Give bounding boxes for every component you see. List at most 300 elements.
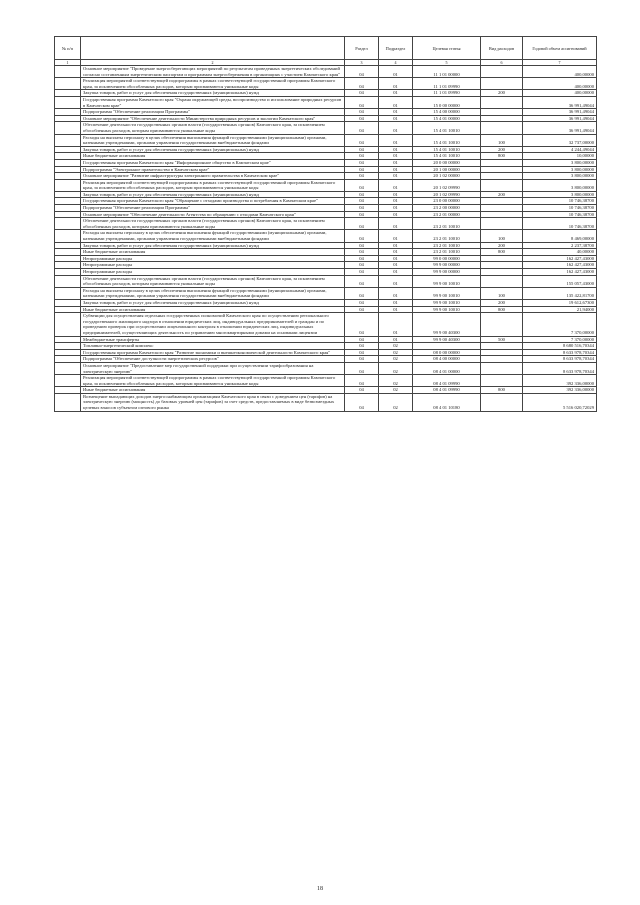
row-name-cell: Расходы на выплаты персоналу в целях обеспечения выполнения функций государственными (муниципальными) органами, казенными учреждениями, органами управления государственными внебюджетными фондами xyxy=(81,230,345,242)
row-sum-cell: 10 746,38700 xyxy=(523,218,597,230)
row-vr-cell xyxy=(481,109,523,116)
table-row xyxy=(55,275,597,287)
row-csr-cell: 15 4 01 10010 xyxy=(413,153,481,160)
row-num-cell xyxy=(55,173,81,180)
row-name-cell: Подпрограмма "Электронное правительство в Камчатском крае" xyxy=(81,166,345,173)
row-num-cell xyxy=(55,387,81,394)
col-number: 7 xyxy=(523,60,597,66)
row-vr-cell: 800 xyxy=(481,306,523,313)
row-sum-cell: 2 237,38700 xyxy=(523,242,597,249)
row-csr-cell: 11 1 01 00000 xyxy=(413,66,481,78)
row-vr-cell xyxy=(481,159,523,166)
row-vr-cell xyxy=(481,205,523,212)
table-body xyxy=(55,66,597,412)
row-num-cell xyxy=(55,153,81,160)
row-name-cell: Основное мероприятие "Обеспечение деятельности Агентства по обращению с отходами Камчатского края" xyxy=(81,211,345,218)
row-num-cell xyxy=(55,343,81,350)
row-vr-cell xyxy=(481,211,523,218)
row-name-cell: Топливно-энергетический комплекс xyxy=(81,343,345,350)
col-header-razdel: Раздел xyxy=(345,37,379,60)
row-csr-cell: 99 9 00 10010 xyxy=(413,299,481,306)
row-name-cell: Закупка товаров, работ и услуг для обеспечения государственных (муниципальных) нужд xyxy=(81,191,345,198)
row-podrazdel-cell: 01 xyxy=(379,299,413,306)
row-razdel-cell: 04 xyxy=(345,356,379,363)
row-csr-cell: 15 4 00 00000 xyxy=(413,109,481,116)
row-num-cell xyxy=(55,90,81,97)
row-sum-cell: 392 336,00000 xyxy=(523,387,597,394)
row-sum-cell: 36 991,49044 xyxy=(523,109,597,116)
row-vr-cell xyxy=(481,115,523,122)
table-row xyxy=(55,66,597,78)
col-header-name xyxy=(81,37,345,60)
row-csr-cell: 99 9 00 40300 xyxy=(413,336,481,343)
row-vr-cell xyxy=(481,313,523,336)
table-row xyxy=(55,78,597,90)
row-razdel-cell: 04 xyxy=(345,115,379,122)
row-name-cell: Межбюджетные трансферты xyxy=(81,336,345,343)
row-podrazdel-cell: 02 xyxy=(379,387,413,394)
table-row xyxy=(55,313,597,336)
row-sum-cell: 3 800,00000 xyxy=(523,166,597,173)
row-sum-cell: 400,00000 xyxy=(523,90,597,97)
row-razdel-cell: 04 xyxy=(345,179,379,191)
row-name-cell: Государственная программа Камчатского края "Развитие экономики и внешнеэкономической деятельности Камчатского края" xyxy=(81,349,345,356)
row-podrazdel-cell: 01 xyxy=(379,115,413,122)
row-podrazdel-cell: 01 xyxy=(379,191,413,198)
row-num-cell xyxy=(55,146,81,153)
row-csr-cell: 99 9 00 40300 xyxy=(413,313,481,336)
row-name-cell: Основное мероприятие "Развитие инфраструктуры электронного правительства в Камчатском крае" xyxy=(81,173,345,180)
row-csr-cell: 23 2 01 00000 xyxy=(413,211,481,218)
row-vr-cell: 200 xyxy=(481,191,523,198)
row-csr-cell: 99 9 00 10010 xyxy=(413,275,481,287)
table-row xyxy=(55,299,597,306)
col-number: 4 xyxy=(379,60,413,66)
col-number: 6 xyxy=(481,60,523,66)
row-podrazdel-cell: 01 xyxy=(379,306,413,313)
row-csr-cell: 23 2 01 10010 xyxy=(413,230,481,242)
row-vr-cell xyxy=(481,218,523,230)
table-row xyxy=(55,242,597,249)
row-podrazdel-cell: 01 xyxy=(379,179,413,191)
table-row xyxy=(55,205,597,212)
row-csr-cell: 20 0 00 00000 xyxy=(413,159,481,166)
row-num-cell xyxy=(55,109,81,116)
row-sum-cell: 135 422,81700 xyxy=(523,287,597,299)
row-num-cell xyxy=(55,115,81,122)
row-name-cell: Обеспечение деятельности государственных органов власти (государственных органов) Камчатского края, за исключением обособленных расходов, которым присваиваются уникальные коды xyxy=(81,275,345,287)
row-vr-cell xyxy=(481,356,523,363)
row-podrazdel-cell: 01 xyxy=(379,153,413,160)
row-podrazdel-cell: 01 xyxy=(379,78,413,90)
row-vr-cell: 200 xyxy=(481,242,523,249)
row-csr-cell: 08 4 00 00000 xyxy=(413,356,481,363)
row-vr-cell xyxy=(481,362,523,374)
row-csr-cell: 15 4 01 00000 xyxy=(413,115,481,122)
row-vr-cell xyxy=(481,375,523,387)
row-vr-cell xyxy=(481,166,523,173)
budget-sheet xyxy=(54,36,596,412)
table-row xyxy=(55,249,597,256)
table-row xyxy=(55,306,597,313)
row-podrazdel-cell: 01 xyxy=(379,275,413,287)
row-podrazdel-cell: 01 xyxy=(379,90,413,97)
row-vr-cell xyxy=(481,393,523,411)
row-razdel-cell: 04 xyxy=(345,122,379,134)
table-row xyxy=(55,90,597,97)
row-sum-cell: 3 800,00000 xyxy=(523,179,597,191)
row-num-cell xyxy=(55,96,81,108)
row-num-cell xyxy=(55,269,81,276)
row-sum-cell: 8 633 978,70344 xyxy=(523,356,597,363)
table-header-row xyxy=(55,37,597,60)
row-vr-cell: 100 xyxy=(481,230,523,242)
budget-table xyxy=(54,36,597,412)
row-razdel-cell: 04 xyxy=(345,306,379,313)
table-row xyxy=(55,146,597,153)
row-name-cell: Основное мероприятие "Предоставление мер государственной поддержки при осуществлении тарифообразования на электрическую энергию" xyxy=(81,362,345,374)
table-row xyxy=(55,255,597,262)
row-razdel-cell: 04 xyxy=(345,275,379,287)
row-name-cell: Реализация мероприятий соответствующей подпрограммы в рамках соответствующей государственной программы Камчатского края, за исключением обособленных расходов, которым присваиваются уникальные коды xyxy=(81,375,345,387)
table-row xyxy=(55,109,597,116)
col-header-num: № п/п xyxy=(55,37,81,60)
row-sum-cell: 10 746,38700 xyxy=(523,198,597,205)
row-podrazdel-cell: 01 xyxy=(379,159,413,166)
row-name-cell: Подпрограмма "Обеспечение доступности энергетических ресурсов" xyxy=(81,356,345,363)
row-podrazdel-cell: 01 xyxy=(379,198,413,205)
row-sum-cell: 40,00000 xyxy=(523,249,597,256)
row-vr-cell: 100 xyxy=(481,287,523,299)
table-row xyxy=(55,179,597,191)
row-podrazdel-cell: 01 xyxy=(379,173,413,180)
table-row xyxy=(55,375,597,387)
row-vr-cell xyxy=(481,269,523,276)
row-num-cell xyxy=(55,242,81,249)
row-razdel-cell: 04 xyxy=(345,313,379,336)
row-name-cell: Подпрограмма "Обеспечение реализации Программы" xyxy=(81,109,345,116)
table-row xyxy=(55,153,597,160)
row-podrazdel-cell: 01 xyxy=(379,269,413,276)
row-name-cell: Непрограммные расходы xyxy=(81,262,345,269)
row-csr-cell: 23 2 00 00000 xyxy=(413,205,481,212)
row-vr-cell xyxy=(481,78,523,90)
row-vr-cell: 800 xyxy=(481,387,523,394)
row-name-cell: Реализация мероприятий соответствующей подпрограммы в рамках соответствующей государственной программы Камчатского края, за исключением обособленных расходов, которым присваиваются уникальные коды xyxy=(81,78,345,90)
row-name-cell: Возмещение выпадающих доходов энергоснабжающим организациям Камчатского края в связи с доведением цен (тарифов) на электрическую энергию (мощность) до базовых уровней цен (тарифов) за счет средств, предоставляемых в виде безвозмездных целевых взносов субъектом оптового рынка xyxy=(81,393,345,411)
row-razdel-cell: 04 xyxy=(345,96,379,108)
row-csr-cell: 99 9 00 10010 xyxy=(413,306,481,313)
table-row xyxy=(55,393,597,411)
row-num-cell xyxy=(55,299,81,306)
row-sum-cell: 36 991,49044 xyxy=(523,115,597,122)
row-vr-cell xyxy=(481,66,523,78)
row-razdel-cell: 04 xyxy=(345,146,379,153)
row-name-cell: Иные бюджетные ассигнования xyxy=(81,249,345,256)
row-csr-cell: 11 1 01 09990 xyxy=(413,90,481,97)
col-header-sum: Годовой объем ассигнований xyxy=(523,37,597,60)
row-razdel-cell: 04 xyxy=(345,343,379,350)
row-vr-cell: 800 xyxy=(481,153,523,160)
row-csr-cell: 99 9 00 00000 xyxy=(413,262,481,269)
row-razdel-cell: 04 xyxy=(345,336,379,343)
row-vr-cell xyxy=(481,262,523,269)
row-num-cell xyxy=(55,313,81,336)
row-sum-cell: 32 737,00000 xyxy=(523,134,597,146)
table-row xyxy=(55,173,597,180)
row-razdel-cell: 04 xyxy=(345,66,379,78)
col-number: 3 xyxy=(345,60,379,66)
row-podrazdel-cell: 02 xyxy=(379,375,413,387)
table-row xyxy=(55,356,597,363)
row-num-cell xyxy=(55,191,81,198)
row-sum-cell: 19 612,67300 xyxy=(523,299,597,306)
row-num-cell xyxy=(55,255,81,262)
row-vr-cell: 200 xyxy=(481,146,523,153)
row-razdel-cell: 04 xyxy=(345,78,379,90)
row-name-cell: Субвенции для осуществления отдельных государственных полномочий Камчатского края по осуществлению регионального государственного жилищного надзора в отношении юридических лиц, индивидуальных предпринимателей и граждан и по проведению проверок при осуществлении лицензионного контроля в отношении юридических лиц, индивидуальных предпринимателей, осуществляющих деятельность по управлению многоквартирными домами на основании лицензии xyxy=(81,313,345,336)
col-number: 1 xyxy=(55,60,81,66)
table-row xyxy=(55,198,597,205)
row-vr-cell xyxy=(481,173,523,180)
row-csr-cell: 15 4 01 10010 xyxy=(413,134,481,146)
row-razdel-cell: 04 xyxy=(345,173,379,180)
row-razdel-cell: 04 xyxy=(345,109,379,116)
row-razdel-cell: 04 xyxy=(345,134,379,146)
row-podrazdel-cell: 01 xyxy=(379,146,413,153)
col-header-vr: Вид расходов xyxy=(481,37,523,60)
row-vr-cell xyxy=(481,179,523,191)
row-razdel-cell: 04 xyxy=(345,375,379,387)
row-razdel-cell: 04 xyxy=(345,287,379,299)
row-name-cell: Закупка товаров, работ и услуг для обеспечения государственных (муниципальных) нужд xyxy=(81,90,345,97)
row-razdel-cell: 04 xyxy=(345,299,379,306)
row-vr-cell xyxy=(481,198,523,205)
row-csr-cell: 20 1 02 09990 xyxy=(413,191,481,198)
table-row xyxy=(55,287,597,299)
row-sum-cell: 36 991,49044 xyxy=(523,122,597,134)
row-name-cell: Иные бюджетные ассигнования xyxy=(81,153,345,160)
row-num-cell xyxy=(55,262,81,269)
row-podrazdel-cell: 01 xyxy=(379,109,413,116)
row-csr-cell: 15 0 00 00000 xyxy=(413,96,481,108)
row-name-cell: Расходы на выплаты персоналу в целях обеспечения выполнения функций государственными (муниципальными) органами, казенными учреждениями, органами управления государственными внебюджетными фондами xyxy=(81,287,345,299)
col-header-csr: Целевая статья xyxy=(413,37,481,60)
row-name-cell: Закупка товаров, работ и услуг для обеспечения государственных (муниципальных) нужд xyxy=(81,146,345,153)
row-csr-cell: 08 4 01 09990 xyxy=(413,387,481,394)
row-num-cell xyxy=(55,275,81,287)
row-sum-cell: 3 800,00000 xyxy=(523,159,597,166)
table-row xyxy=(55,269,597,276)
row-sum-cell: 8 469,00000 xyxy=(523,230,597,242)
row-vr-cell xyxy=(481,275,523,287)
row-sum-cell: 392 336,00000 xyxy=(523,375,597,387)
row-vr-cell xyxy=(481,343,523,350)
row-podrazdel-cell: 01 xyxy=(379,249,413,256)
row-sum-cell: 162 427,43000 xyxy=(523,255,597,262)
row-csr-cell: 99 0 00 00000 xyxy=(413,255,481,262)
row-razdel-cell: 04 xyxy=(345,262,379,269)
row-csr-cell: 23 2 01 10010 xyxy=(413,249,481,256)
row-podrazdel-cell: 02 xyxy=(379,393,413,411)
row-podrazdel-cell: 01 xyxy=(379,211,413,218)
row-podrazdel-cell: 01 xyxy=(379,336,413,343)
table-row xyxy=(55,336,597,343)
row-name-cell: Обеспечение деятельности государственных органов власти (государственных органов) Камчатского края, за исключением обособленных расходов, которым присваиваются уникальные коды xyxy=(81,218,345,230)
row-razdel-cell: 04 xyxy=(345,218,379,230)
row-num-cell xyxy=(55,306,81,313)
row-sum-cell: 8 680 516,70344 xyxy=(523,343,597,350)
row-sum-cell: 400,00000 xyxy=(523,78,597,90)
row-sum-cell: 3 800,00000 xyxy=(523,191,597,198)
row-podrazdel-cell: 01 xyxy=(379,134,413,146)
row-sum-cell: 10,00000 xyxy=(523,153,597,160)
row-podrazdel-cell: 01 xyxy=(379,242,413,249)
row-name-cell: Обеспечение деятельности государственных органов власти (государственных органов) Камчатского края, за исключением обособленных расходов, которым присваиваются уникальные коды xyxy=(81,122,345,134)
row-sum-cell: 21,94000 xyxy=(523,306,597,313)
row-vr-cell: 500 xyxy=(481,336,523,343)
row-podrazdel-cell: 02 xyxy=(379,343,413,350)
row-num-cell xyxy=(55,336,81,343)
row-razdel-cell: 04 xyxy=(345,159,379,166)
row-vr-cell: 100 xyxy=(481,134,523,146)
table-row xyxy=(55,191,597,198)
row-name-cell: Основное мероприятие "Обеспечение деятельности Министерства природных ресурсов и экологии Камчатского края" xyxy=(81,115,345,122)
row-razdel-cell: 04 xyxy=(345,205,379,212)
row-name-cell: Непрограммные расходы xyxy=(81,269,345,276)
row-num-cell xyxy=(55,362,81,374)
row-razdel-cell: 04 xyxy=(345,362,379,374)
row-razdel-cell: 04 xyxy=(345,255,379,262)
table-row xyxy=(55,349,597,356)
row-name-cell: Непрограммные расходы xyxy=(81,255,345,262)
row-razdel-cell: 04 xyxy=(345,198,379,205)
row-razdel-cell: 04 xyxy=(345,191,379,198)
row-name-cell: Государственная программа Камчатского края "Охрана окружающей среды, воспроизводство и использование природных ресурсов в Камчатском крае" xyxy=(81,96,345,108)
row-podrazdel-cell: 01 xyxy=(379,205,413,212)
table-row xyxy=(55,115,597,122)
row-num-cell xyxy=(55,218,81,230)
row-csr-cell: 23 2 01 10010 xyxy=(413,242,481,249)
row-sum-cell: 10 746,38700 xyxy=(523,205,597,212)
row-num-cell xyxy=(55,66,81,78)
table-row xyxy=(55,343,597,350)
row-podrazdel-cell: 01 xyxy=(379,287,413,299)
row-num-cell xyxy=(55,211,81,218)
row-csr-cell: 15 4 01 10010 xyxy=(413,122,481,134)
row-csr-cell: 99 9 00 00000 xyxy=(413,269,481,276)
row-sum-cell: 3 800,00000 xyxy=(523,173,597,180)
row-podrazdel-cell: 02 xyxy=(379,362,413,374)
table-row xyxy=(55,96,597,108)
row-csr-cell: 99 9 00 10010 xyxy=(413,287,481,299)
row-razdel-cell: 04 xyxy=(345,242,379,249)
row-name-cell: Закупка товаров, работ и услуг для обеспечения государственных (муниципальных) нужд xyxy=(81,299,345,306)
table-row xyxy=(55,230,597,242)
row-name-cell: Реализация мероприятий соответствующей подпрограммы в рамках соответствующей государственной программы Камчатского края, за исключением обособленных расходов, которым присваиваются уникальные коды xyxy=(81,179,345,191)
row-name-cell: Иные бюджетные ассигнования xyxy=(81,306,345,313)
row-podrazdel-cell: 02 xyxy=(379,349,413,356)
row-sum-cell: 8 633 978,70344 xyxy=(523,349,597,356)
row-razdel-cell: 04 xyxy=(345,230,379,242)
row-num-cell xyxy=(55,349,81,356)
row-podrazdel-cell: 01 xyxy=(379,255,413,262)
row-razdel-cell: 04 xyxy=(345,387,379,394)
row-sum-cell: 400,00000 xyxy=(523,66,597,78)
row-sum-cell: 5 516 020,72029 xyxy=(523,393,597,411)
row-vr-cell xyxy=(481,255,523,262)
row-podrazdel-cell: 01 xyxy=(379,262,413,269)
row-name-cell: Государственная программа Камчатского края "Обращение с отходами производства и потребления в Камчатском крае" xyxy=(81,198,345,205)
row-csr-cell: 08 4 01 10180 xyxy=(413,393,481,411)
row-razdel-cell: 04 xyxy=(345,349,379,356)
row-razdel-cell: 04 xyxy=(345,393,379,411)
row-vr-cell: 200 xyxy=(481,90,523,97)
row-podrazdel-cell: 01 xyxy=(379,230,413,242)
row-name-cell: Расходы на выплаты персоналу в целях обеспечения выполнения функций государственными (муниципальными) органами, казенными учреждениями, органами управления государственными внебюджетными фондами xyxy=(81,134,345,146)
row-csr-cell: 20 1 02 09990 xyxy=(413,179,481,191)
row-csr-cell: 23 0 00 00000 xyxy=(413,198,481,205)
row-sum-cell: 7 370,00000 xyxy=(523,336,597,343)
row-vr-cell: 800 xyxy=(481,249,523,256)
row-csr-cell: 08 4 01 09990 xyxy=(413,375,481,387)
table-row xyxy=(55,122,597,134)
row-csr-cell: 15 4 01 10010 xyxy=(413,146,481,153)
row-csr-cell: 08 0 00 00000 xyxy=(413,349,481,356)
row-razdel-cell: 04 xyxy=(345,211,379,218)
row-csr-cell: 20 1 00 00000 xyxy=(413,166,481,173)
row-name-cell: Подпрограмма "Обеспечение реализации Программы" xyxy=(81,205,345,212)
row-podrazdel-cell: 01 xyxy=(379,218,413,230)
row-razdel-cell: 04 xyxy=(345,249,379,256)
row-razdel-cell: 04 xyxy=(345,269,379,276)
table-row xyxy=(55,387,597,394)
row-vr-cell: 200 xyxy=(481,299,523,306)
row-vr-cell xyxy=(481,96,523,108)
row-podrazdel-cell: 01 xyxy=(379,166,413,173)
row-name-cell: Иные бюджетные ассигнования xyxy=(81,387,345,394)
row-num-cell xyxy=(55,287,81,299)
row-num-cell xyxy=(55,134,81,146)
row-sum-cell: 10 746,38700 xyxy=(523,211,597,218)
row-sum-cell: 155 057,43000 xyxy=(523,275,597,287)
row-sum-cell: 162 427,43000 xyxy=(523,269,597,276)
row-csr-cell: 20 1 02 00000 xyxy=(413,173,481,180)
row-podrazdel-cell: 01 xyxy=(379,96,413,108)
table-row xyxy=(55,211,597,218)
row-sum-cell: 7 370,00000 xyxy=(523,313,597,336)
row-num-cell xyxy=(55,122,81,134)
row-csr-cell: 11 1 01 09990 xyxy=(413,78,481,90)
row-podrazdel-cell: 02 xyxy=(379,356,413,363)
row-razdel-cell: 04 xyxy=(345,90,379,97)
row-num-cell xyxy=(55,166,81,173)
row-name-cell: Основное мероприятие "Проведение энергосберегающих мероприятий по результатам проведенных энергетических обследований согласно составленным энергетическим паспортам и программам энергосбережения в организациях с участием Камчатского края" xyxy=(81,66,345,78)
row-podrazdel-cell: 01 xyxy=(379,313,413,336)
row-num-cell xyxy=(55,393,81,411)
table-row xyxy=(55,159,597,166)
col-header-podrazdel: Подраздел xyxy=(379,37,413,60)
row-sum-cell: 8 633 978,70344 xyxy=(523,362,597,374)
row-num-cell xyxy=(55,198,81,205)
row-num-cell xyxy=(55,230,81,242)
table-row xyxy=(55,166,597,173)
row-sum-cell: 36 991,49044 xyxy=(523,96,597,108)
page-number: 18 xyxy=(317,886,323,892)
row-csr-cell: 08 4 01 00000 xyxy=(413,362,481,374)
row-num-cell xyxy=(55,375,81,387)
row-num-cell xyxy=(55,78,81,90)
